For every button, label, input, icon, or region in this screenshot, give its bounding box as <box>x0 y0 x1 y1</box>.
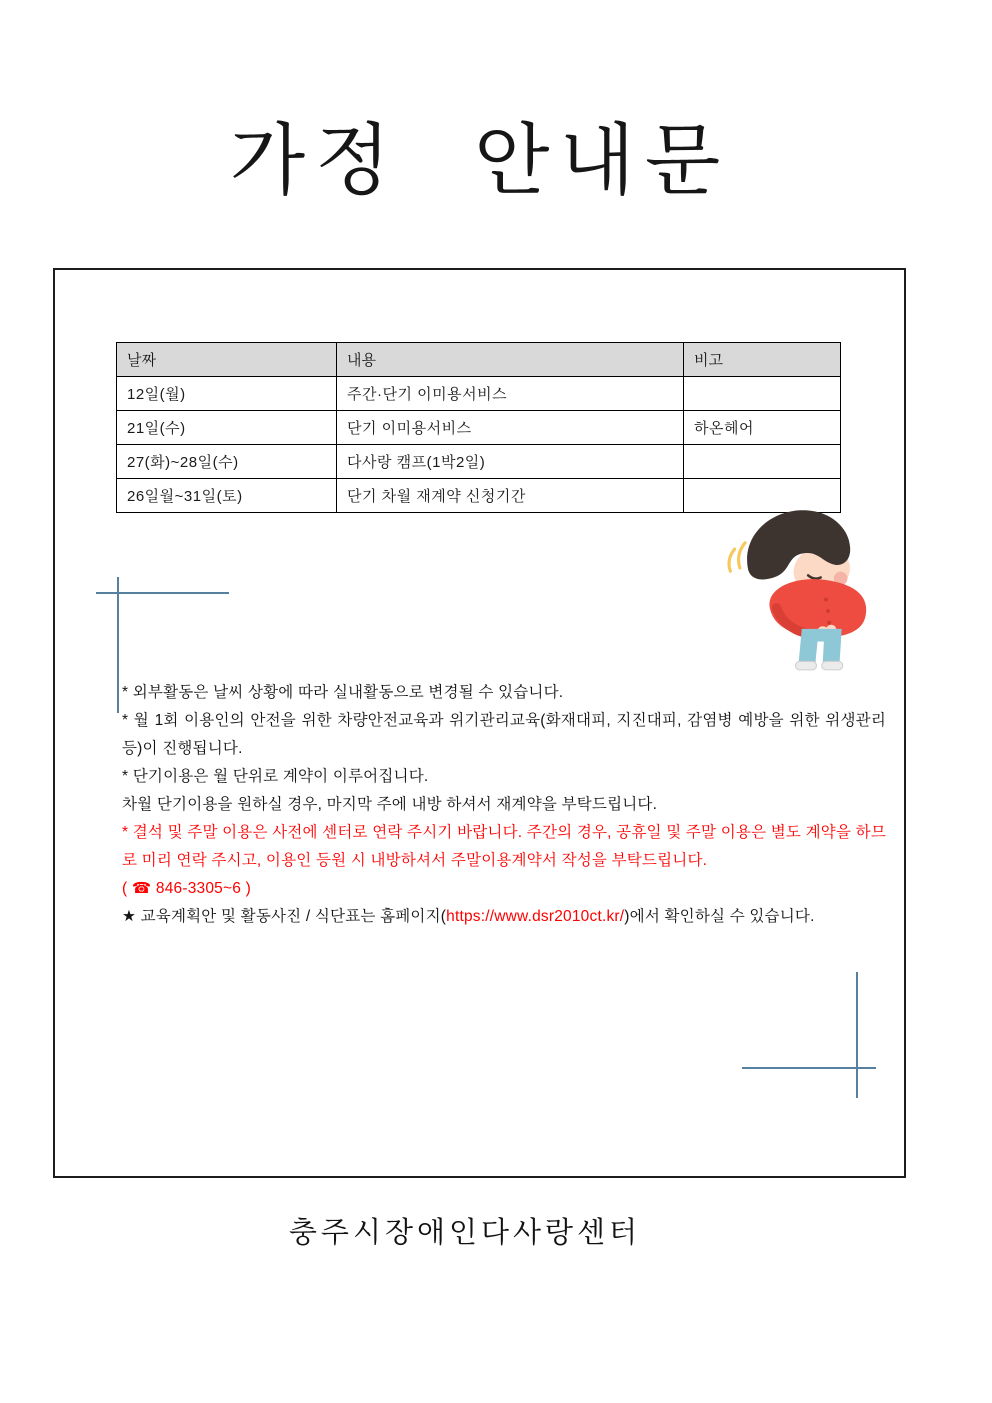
table-cell-content: 단기 이미용서비스 <box>337 411 684 445</box>
table-header-row <box>117 343 841 377</box>
schedule-table <box>116 342 841 513</box>
crosshair-mark-left-horizontal <box>96 592 229 594</box>
note-safety-education: * 월 1회 이용인의 안전을 위한 차량안전교육과 위기관리교육(화재대피, 지진대피, 감염병 예방을 위한 위생관리 등)이 진행됩니다. <box>122 712 886 757</box>
phone-number: ( ☎ 846-3305~6 ) <box>122 880 251 897</box>
column-header-content: 내용 <box>337 343 684 377</box>
table-cell-date: 27(화)~28일(수) <box>117 445 337 479</box>
crosshair-mark-right-horizontal <box>742 1067 876 1069</box>
homepage-text-prefix: ★ 교육계획안 및 활동사진 / 식단표는 홈페이지( <box>122 908 447 925</box>
homepage-link[interactable]: https://www.dsr2010ct.kr/ <box>446 908 625 925</box>
homepage-text-suffix: )에서 확인하실 수 있습니다. <box>624 908 815 925</box>
table-row <box>117 377 841 411</box>
table-cell-date: 26일월~31일(토) <box>117 479 337 513</box>
crosshair-mark-left-vertical <box>117 577 119 713</box>
note-outdoor-activities: * 외부활동은 날씨 상황에 따라 실내활동으로 변경될 수 있습니다. <box>122 684 564 701</box>
center-name-footer: 충주시장애인다사랑센터 <box>288 1217 642 1249</box>
note-absence-weekend-warning: * 결석 및 주말 이용은 사전에 센터로 연락 주시기 바랍니다. 주간의 경우, 공휴일 및 주말 이용은 별도 계약을 하므로 미리 연락 주시고, 이용인 등원 시 내방하셔서 주말이용계약서 작성을 부탁드립니다. <box>122 824 886 869</box>
bowing-boy-illustration <box>722 505 890 673</box>
table-cell-content: 주간·단기 이미용서비스 <box>337 377 684 411</box>
table-cell-date: 21일(수) <box>117 411 337 445</box>
table-row <box>117 411 841 445</box>
table-cell-note: 하온헤어 <box>684 411 841 445</box>
page-title: 가정 안내문 <box>229 116 731 204</box>
table-row <box>117 445 841 479</box>
column-header-date: 날짜 <box>117 343 337 377</box>
table-cell-note <box>684 445 841 479</box>
table-cell-content: 다사랑 캠프(1박2일) <box>337 445 684 479</box>
motion-lines-icon <box>729 549 735 571</box>
note-short-term-contract: * 단기이용은 월 단위로 계약이 이루어집니다. <box>122 768 429 785</box>
column-header-note: 비고 <box>684 343 841 377</box>
note-recontract-visit: 차월 단기이용을 원하실 경우, 마지막 주에 내방 하셔서 재계약을 부탁드립니다. <box>122 796 658 813</box>
table-cell-content: 단기 차월 재계약 신청기간 <box>337 479 684 513</box>
table-cell-date: 12일(월) <box>117 377 337 411</box>
motion-lines-icon <box>739 543 746 568</box>
note-homepage <box>122 903 886 931</box>
notice-text-block <box>122 679 886 931</box>
crosshair-mark-right-vertical <box>856 972 858 1098</box>
table-cell-note <box>684 377 841 411</box>
